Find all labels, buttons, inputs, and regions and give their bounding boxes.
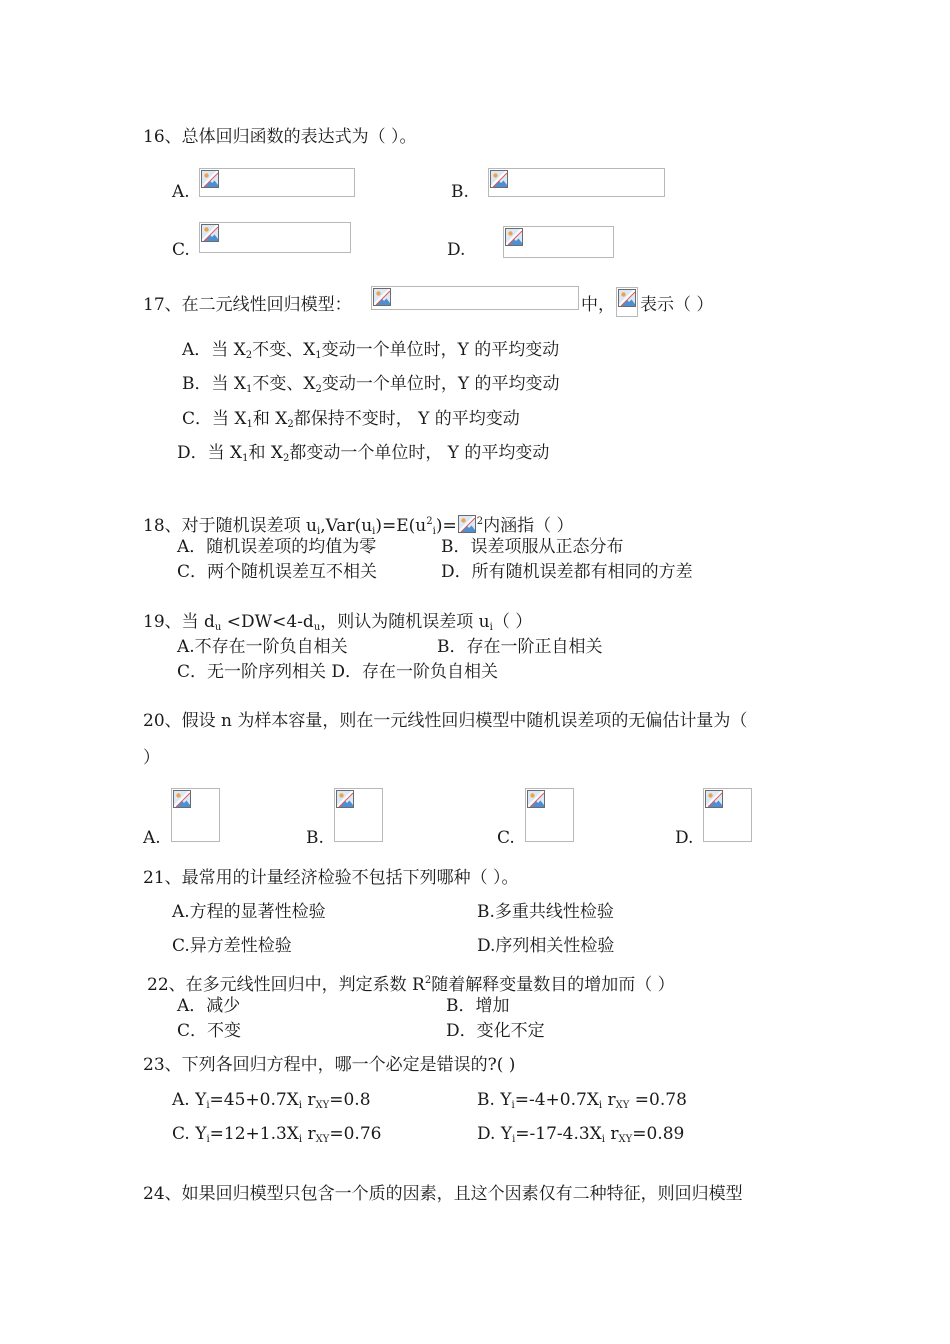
q19-stem: 19、当 $d_u <DW<4-d_u$，则认为随机误差项 $u_i$（ ） [143, 612, 533, 633]
q22-stem: 22、在多元线性回归中，判定系数 $R^2$随着解释变量数目的增加而（ ） [147, 975, 675, 995]
q21-option-a: A.方程的显著性检验 [172, 902, 326, 922]
q21-option-b: B.多重共线性检验 [477, 902, 614, 922]
q20-option-c-label: C. [497, 828, 515, 848]
q23-option-c: C. $Y_i=12+1.3X_i$ $r_{XY}=0.76$ [172, 1124, 382, 1145]
q20-stem-line2: ） [143, 748, 160, 768]
q18-stem: 18、对于随机误差项 $u_i,Var(u_i)=E(u^2_i)=$ $^2$内涵指（ ） [143, 516, 574, 537]
q16-option-b-label: B. [451, 182, 469, 202]
q20-option-d-formula-image [703, 788, 752, 842]
q16-option-b-formula-image [488, 168, 665, 197]
q23-option-b: B. $Y_i=-4+0.7X_i$ $r_{XY} =0.78$ [477, 1090, 687, 1111]
q22-option-a: A．减少 [177, 996, 241, 1016]
q16-option-c-formula-image [199, 222, 351, 253]
q16-stem: 16、总体回归函数的表达式为（ ）。 [143, 127, 417, 147]
q18-option-a: A．随机误差项的均值为零 [177, 537, 377, 557]
q23-stem: 23、下列各回归方程中，哪一个必定是错误的?( ) [143, 1055, 516, 1075]
q19-option-b: B．存在一阶正自相关 [437, 637, 603, 657]
q21-stem: 21、最常用的计量经济检验不包括下列哪种（ ）。 [143, 868, 519, 888]
q20-option-c-formula-image [525, 788, 574, 842]
q20-option-d-label: D. [675, 828, 694, 848]
q24-stem: 24、如果回归模型只包含一个质的因素，且这个因素仅有二种特征，则回归模型 [143, 1184, 743, 1204]
q17-option-a: A．当 $X_2$不变、$X_1$变动一个单位时，Y 的平均变动 [182, 340, 560, 361]
q19-options-c-d: C．无一阶序列相关 D．存在一阶负自相关 [177, 662, 499, 682]
q20-option-a-label: A. [143, 828, 161, 848]
q16-option-a-label: A. [172, 182, 190, 202]
broken-image-icon [490, 170, 508, 188]
q17-stem-end: 表示（ ） [640, 295, 714, 315]
broken-image-icon [201, 170, 219, 188]
q17-coefficient-image [616, 287, 638, 317]
q21-option-d: D.序列相关性检验 [477, 936, 615, 956]
broken-image-icon [336, 790, 354, 808]
q18-option-d: D．所有随机误差都有相同的方差 [441, 562, 693, 582]
broken-image-icon [458, 515, 476, 533]
q16-option-d-formula-image [503, 226, 614, 258]
q18-option-c: C．两个随机误差互不相关 [177, 562, 378, 582]
q20-option-b-formula-image [334, 788, 383, 842]
q16-option-a-formula-image [199, 168, 355, 197]
q23-option-a: A. $Y_i=45+0.7X_i$ $r_{XY}=0.8$ [172, 1090, 371, 1111]
q17-option-c: C．当 $X_1$和 $X_2$都保持不变时， Y 的平均变动 [182, 409, 520, 430]
q23-option-d: D. $Y_i=-17-4.3X_i$ $r_{XY}=0.89$ [477, 1124, 685, 1145]
q22-option-c: C．不变 [177, 1021, 242, 1041]
q16-option-d-label: D. [447, 240, 466, 260]
q22-option-b: B．增加 [446, 996, 510, 1016]
sigma-symbol-image [458, 515, 476, 533]
q17-option-d: D．当 $X_1$和 $X_2$都变动一个单位时， Y 的平均变动 [177, 443, 550, 464]
q22-option-d: D．变化不定 [446, 1021, 545, 1041]
q18-option-b: B．误差项服从正态分布 [441, 537, 624, 557]
q20-option-b-label: B. [306, 828, 324, 848]
q19-option-a: A.不存在一阶负自相关 [177, 637, 348, 657]
broken-image-icon [505, 228, 523, 246]
q20-stem-line1: 20、假设 n 为样本容量，则在一元线性回归模型中随机误差项的无偏估计量为（ [143, 711, 748, 731]
broken-image-icon [705, 790, 723, 808]
q17-stem-start: 17、在二元线性回归模型： [143, 295, 352, 315]
q16-option-c-label: C. [172, 240, 190, 260]
q17-stem-middle: 中， [581, 295, 615, 315]
broken-image-icon [618, 289, 636, 307]
q17-model-formula-image [371, 286, 579, 310]
broken-image-icon [527, 790, 545, 808]
q20-option-a-formula-image [171, 788, 220, 842]
q17-option-b: B．当 $X_1$不变、$X_2$变动一个单位时，Y 的平均变动 [182, 374, 560, 395]
q21-option-c: C.异方差性检验 [172, 936, 292, 956]
broken-image-icon [201, 224, 219, 242]
broken-image-icon [373, 288, 391, 306]
broken-image-icon [173, 790, 191, 808]
